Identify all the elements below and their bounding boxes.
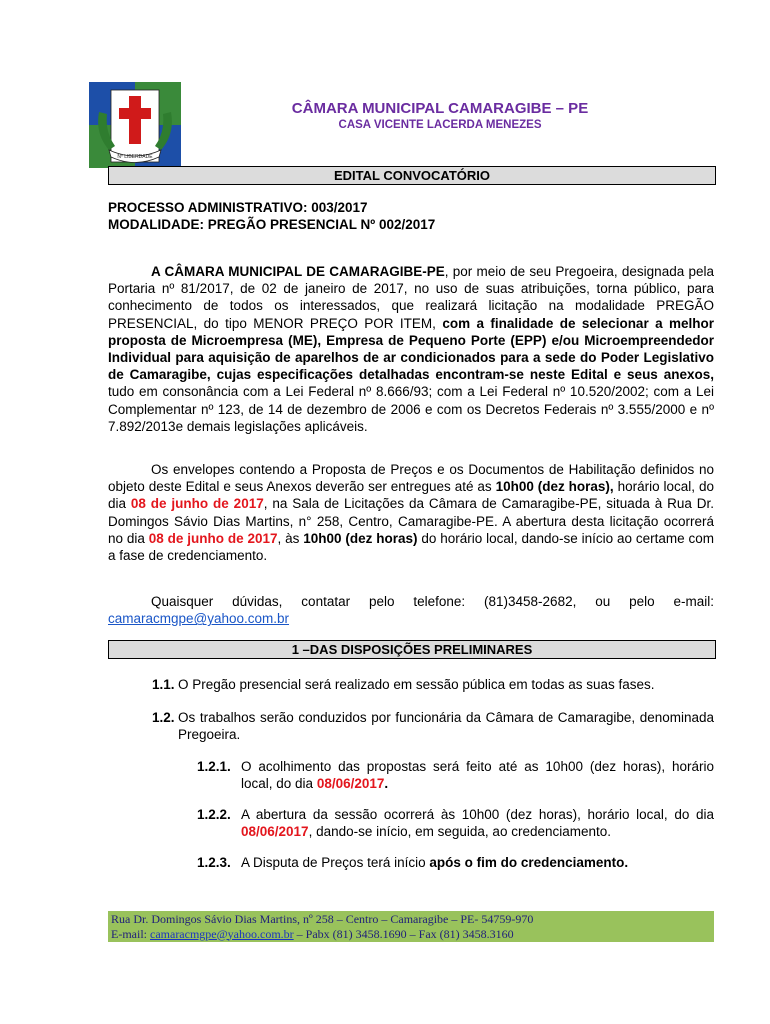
opening-time: 10h00 (dez horas) xyxy=(303,530,418,546)
envelopes-text-4: , às xyxy=(277,530,304,546)
svg-text:Nº LIBERDADE: Nº LIBERDADE xyxy=(117,154,153,160)
proposal-date: 08/06/2017 xyxy=(316,776,385,792)
delivery-time: 10h00 (dez horas), xyxy=(495,479,614,495)
session-date: 08/06/2017 xyxy=(241,824,309,840)
item-1-2-2 xyxy=(197,806,714,840)
item-text: A Disputa de Preços terá início xyxy=(241,855,430,870)
footer-email-label: E-mail: xyxy=(111,926,150,941)
intro-paragraph xyxy=(108,263,714,435)
modality: MODALIDADE: PREGÃO PRESENCIAL Nº 002/2017 xyxy=(108,217,436,232)
contact-paragraph xyxy=(108,593,714,627)
process-number: PROCESSO ADMINISTRATIVO: 003/2017 xyxy=(108,200,368,215)
intro-object: com a finalidade de selecionar a melhor proposta de Microempresa (ME), Empresa de Pequeno Porte (EPP) e/ou Microempreendedor Individual para aquisição de aparelhos de ar condicionados para a sede do Poder Legislativo de Camaragibe, cujas especificações detalhadas encontram-se neste Edital e seus anexos, xyxy=(108,315,714,383)
envelopes-paragraph xyxy=(108,461,714,564)
item-number: 1.2.3. xyxy=(197,855,231,870)
item-number: 1.1. xyxy=(152,677,175,692)
coat-of-arms-logo xyxy=(89,82,181,168)
opening-date: 08 de junho de 2017 xyxy=(148,530,278,546)
item-1-2 xyxy=(152,709,714,743)
item-text: Os trabalhos serão conduzidos por funcionária da Câmara de Camaragibe, denominada Pregoeira. xyxy=(178,710,714,743)
item-number: 1.2.1. xyxy=(197,759,231,774)
item-1-1 xyxy=(152,676,714,693)
intro-text-2: tudo em consonância com a Lei Federal nº 8.666/93; com a Lei Federal nº 10.520/2002; com a Lei Complementar nº 123, de 14 de dezembro de 2006 e com os Decretos Federais nº 3.555/2000 e nº 7.892/2013e demais legislações aplicáveis. xyxy=(108,384,714,434)
footer-address: Rua Dr. Domingos Sávio Dias Martins, nº 258 – Centro – Camaragibe – PE- 54759-970 xyxy=(111,912,534,926)
section-1-title: 1 –DAS DISPOSIÇÕES PRELIMINARES xyxy=(108,640,716,659)
contact-text: Quaisquer dúvidas, contatar pelo telefone: (81)3458-2682, ou pelo e-mail: xyxy=(151,594,714,609)
item-bold: após o fim do credenciamento. xyxy=(429,855,629,870)
footer-email-link[interactable]: camaracmgpe@yahoo.com.br xyxy=(150,926,294,941)
contact-email-link[interactable]: camaracmgpe@yahoo.com.br xyxy=(108,611,290,627)
item-number: 1.2. xyxy=(152,710,175,725)
item-text: O acolhimento das propostas será feito até as 10h00 (dez horas), horário local, do dia xyxy=(241,759,714,792)
envelopes-text-5: do horário local, dando-se início ao certame com a fase de credenciamento. xyxy=(108,530,715,564)
organization-subtitle: CASA VICENTE LACERDA MENEZES xyxy=(338,119,542,131)
footer-phones: – Pabx (81) 3458.1690 – Fax (81) 3458.3160 xyxy=(293,926,514,941)
intro-lead: A CÂMARA MUNICIPAL DE CAMARAGIBE-PE xyxy=(151,264,445,279)
envelopes-text-2: horário local, do dia xyxy=(108,479,714,512)
organization-name: CÂMARA MUNICIPAL CAMARAGIBE – PE xyxy=(291,100,589,117)
item-text: A abertura da sessão ocorrerá às 10h00 (dez horas), horário local, do dia xyxy=(241,807,714,822)
item-1-2-3 xyxy=(197,854,714,871)
intro-text-1: , por meio de seu Pregoeira, designada pela Portaria nº 81/2017, de 02 de janeiro de 2017, no uso de suas atribuições, torna público, para conhecimento de todos os interessados, que realizará licitação na modalidade PREGÃO PRESENCIAL, do tipo MENOR PREÇO POR ITEM, xyxy=(108,264,714,331)
page-footer xyxy=(108,911,714,942)
envelopes-text-1: Os envelopes contendo a Proposta de Preços e os Documentos de Habilitação definidos no objeto deste Edital e seus Anexos deverão ser entregues até as xyxy=(108,462,714,495)
item-number: 1.2.2. xyxy=(197,807,231,822)
item-1-2-1 xyxy=(197,758,714,792)
document-title: EDITAL CONVOCATÓRIO xyxy=(108,166,716,185)
envelopes-text-3: , na Sala de Licitações da Câmara de Camaragibe-PE, situada à Rua Dr. Domingos Sávio Dias Martins, n° 258, Centro, Camaragibe-PE. A abertura desta licitação ocorrerá no dia xyxy=(108,496,714,546)
item-end: , dando-se início, em seguida, ao credenciamento. xyxy=(308,824,612,840)
item-end: . xyxy=(384,776,389,792)
item-text: O Pregão presencial será realizado em sessão pública em todas as suas fases. xyxy=(178,677,655,692)
delivery-date: 08 de junho de 2017 xyxy=(130,496,264,512)
